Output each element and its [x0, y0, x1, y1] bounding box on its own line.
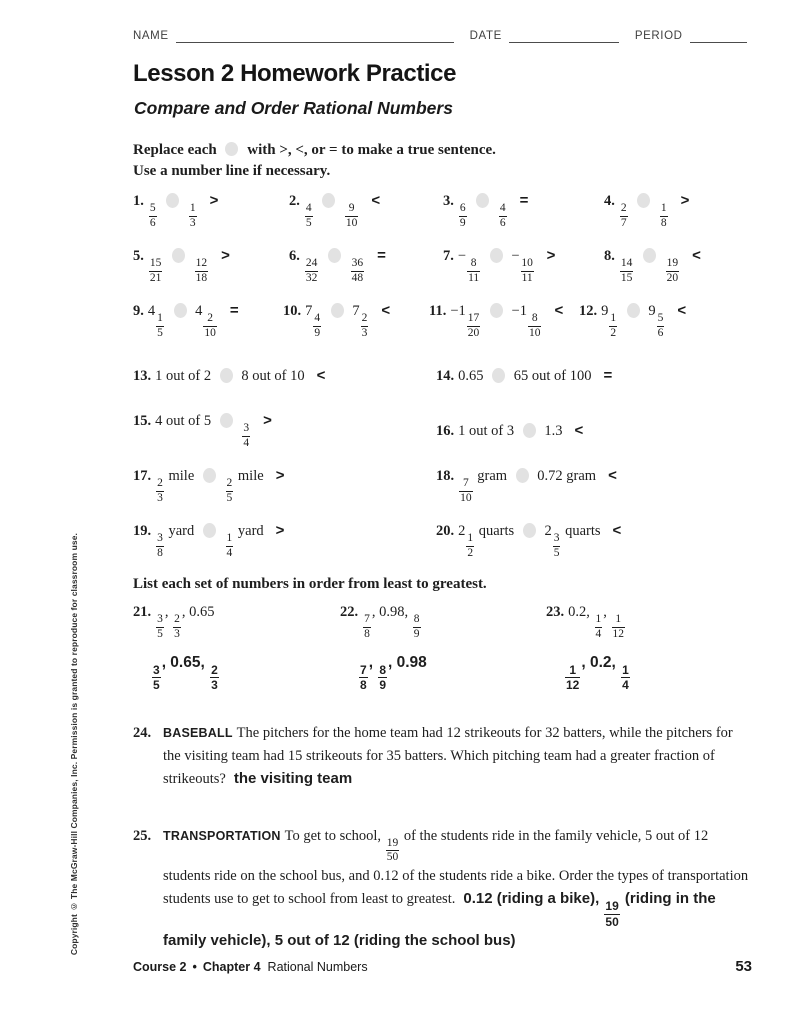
fraction: $\frac{2}{7}$	[620, 201, 627, 229]
answer-symbol: <	[608, 466, 617, 484]
problem-number: 19.	[133, 522, 152, 539]
instruction-line-2: Use a number line if necessary.	[133, 163, 331, 179]
answer-symbol: >	[275, 466, 285, 484]
footer-separator: •	[192, 960, 197, 974]
answer-circle	[492, 368, 505, 383]
problem-15	[133, 412, 436, 450]
problem-number: 21.	[133, 604, 152, 620]
fraction: $\frac{9}{10}$	[345, 201, 358, 229]
answer-symbol: <	[371, 191, 381, 209]
page-number: 53	[735, 958, 752, 975]
problem-number: 24.	[133, 725, 152, 742]
fraction: $\frac{24}{32}$	[305, 256, 318, 284]
answer-text: the visiting team	[233, 770, 353, 788]
problem-expression	[619, 248, 680, 284]
problem-expression: 0.65 65 out of 100	[458, 368, 592, 384]
footer-book-title: Rational Numbers	[267, 960, 368, 974]
problem-5	[133, 247, 289, 285]
fraction: $\frac{1}{4}$	[226, 531, 233, 559]
answer-text: $\frac{1}{12}$ , 0.2, $\frac{1}{4}$	[566, 654, 629, 693]
answer-symbol: <	[554, 301, 564, 319]
compare-instructions	[133, 140, 750, 182]
problem-expression: 0.2, $\frac{1}{4}$ , $\frac{1}{12}$	[568, 604, 624, 640]
problem-expression: 4 $\frac{1}{5}$ 4 $\frac{2}{10}$	[147, 302, 216, 339]
problem-row	[133, 301, 750, 341]
answer-symbol: >	[209, 191, 219, 209]
answer-symbol: >	[546, 246, 556, 264]
problem-line	[340, 604, 546, 641]
name-blank-line	[176, 31, 454, 43]
problem-body	[163, 722, 750, 790]
fraction: $\frac{1}{5}$	[157, 311, 163, 339]
order-instruction: List each set of numbers in order from least to greatest.	[133, 576, 487, 592]
problem-text: The pitchers for the home team had 12 strikeouts for 32 batters, while the pitchers for the visiting team had 15 strikeouts for 35 batters. Which pitching team had a greater fraction of strikeouts?	[163, 725, 733, 788]
problem-number: 16.	[436, 423, 455, 439]
answer-circle	[523, 523, 536, 538]
problem-expression: 1 out of 3 1.3	[458, 423, 563, 439]
fraction: $\frac{3}{5}$	[153, 663, 160, 693]
problem-expression	[619, 193, 669, 229]
fraction: $\frac{17}{20}$	[467, 311, 480, 339]
problem-expression: 4 out of 5 $\frac{3}{4}$	[155, 412, 250, 449]
problem-22	[340, 604, 546, 692]
compare-problems	[133, 191, 750, 561]
fraction: $\frac{2}{3}$	[211, 663, 218, 693]
problem-expression: $\frac{7}{8}$ , 0.98, $\frac{8}{9}$	[364, 604, 420, 640]
answer-symbol: >	[263, 411, 272, 429]
fraction: $\frac{4}{9}$	[314, 311, 321, 339]
problem-21	[133, 604, 340, 692]
fraction: $\frac{19}{50}$	[386, 836, 399, 864]
footer-chapter: Chapter 4	[202, 960, 261, 974]
problem-number: 7.	[443, 247, 454, 264]
problem-number: 13.	[133, 368, 152, 384]
problem-row	[133, 356, 750, 396]
problem-expression: $\frac{7}{10}$ gram 0.72 gram	[460, 467, 597, 504]
fraction: $\frac{2}{5}$	[226, 476, 233, 504]
problem-2	[289, 192, 443, 230]
fraction: $\frac{8}{9}$	[413, 613, 420, 640]
problem-number: 10.	[283, 302, 302, 319]
problem-7	[443, 247, 604, 285]
answer-circle	[203, 468, 216, 483]
answer-circle	[203, 523, 216, 538]
date-label: DATE	[469, 30, 502, 42]
problem-number: 12.	[579, 302, 598, 319]
problem-16	[436, 422, 750, 440]
fraction: $\frac{5}{6}$	[657, 311, 664, 339]
answer-circle	[172, 248, 185, 263]
answer-circle	[523, 423, 536, 438]
answer-circle	[627, 303, 640, 318]
fraction: $\frac{7}{8}$	[364, 613, 370, 640]
fraction: $\frac{7}{8}$	[360, 663, 367, 693]
page-subtitle: Compare and Order Rational Numbers	[134, 98, 453, 118]
fraction: $\frac{4}{5}$	[305, 201, 312, 229]
page-content	[133, 30, 750, 986]
answer-circle	[516, 468, 529, 483]
fraction: $\frac{15}{21}$	[149, 256, 162, 284]
problem-row	[133, 246, 750, 286]
problem-23	[546, 604, 750, 692]
problem-number: 25.	[133, 827, 152, 844]
problem-expression: 7 $\frac{4}{9}$ 7 $\frac{2}{3}$	[305, 302, 368, 339]
problem-category-label: TRANSPORTATION	[163, 828, 281, 843]
problem-number: 14.	[436, 368, 455, 384]
problem-expression	[304, 248, 365, 284]
fraction: $\frac{1}{8}$	[660, 201, 667, 229]
problem-number: 17.	[133, 467, 152, 484]
name-date-period-row	[133, 30, 750, 43]
problem-category-label: BASEBALL	[163, 726, 233, 741]
fraction: $\frac{7}{10}$	[460, 476, 472, 504]
answer-text: 0.12 (riding a bike), $\frac{19}{50}$ (riding in the family vehicle), 5 out of 12 (riding the school bus)	[163, 890, 716, 949]
fraction: $\frac{10}{11}$	[521, 256, 533, 284]
page-title: Lesson 2 Homework Practice	[133, 60, 457, 87]
problem-number: 11.	[429, 302, 447, 319]
answer-symbol: >	[680, 191, 690, 209]
fraction: $\frac{1}{4}$	[595, 613, 602, 640]
problem-17	[133, 467, 436, 505]
problem-number: 1.	[133, 192, 144, 209]
answer-circle	[643, 248, 656, 263]
fraction: $\frac{2}{3}$	[361, 311, 368, 339]
problem-number: 8.	[604, 247, 615, 264]
fraction: $\frac{1}{2}$	[467, 531, 474, 559]
problem-6	[289, 247, 443, 285]
fraction: $\frac{19}{50}$	[605, 899, 619, 929]
problem-row	[133, 466, 750, 506]
fraction: $\frac{3}{4}$	[243, 421, 250, 449]
date-blank-line	[509, 31, 619, 43]
answer-circle	[490, 303, 503, 318]
fraction: $\frac{5}{6}$	[149, 201, 156, 229]
problem-4	[604, 192, 750, 230]
problem-19	[133, 522, 436, 560]
problem-expression: $\frac{3}{8}$ yard $\frac{1}{4}$ yard	[157, 522, 264, 559]
answer-text: $\frac{3}{5}$ , 0.65, $\frac{2}{3}$	[153, 654, 218, 693]
fraction: $\frac{3}{8}$	[157, 531, 163, 559]
fraction: $\frac{1}{3}$	[189, 201, 196, 229]
fraction: $\frac{19}{20}$	[666, 256, 679, 284]
problem-body	[163, 825, 750, 952]
answer-symbol: =	[603, 367, 613, 384]
problem-number: 9.	[133, 302, 144, 319]
answer-circle	[322, 193, 335, 208]
answer-symbol: <	[692, 246, 701, 264]
copyright-vertical-text: Copyright © The McGraw-Hill Companies, Inc. Permission is granted to reproduce for classroom use.	[69, 533, 79, 956]
problem-row	[133, 521, 750, 561]
answer-symbol: <	[316, 367, 326, 384]
answer-symbol: =	[519, 191, 529, 209]
answer-circle	[328, 248, 341, 263]
fraction: $\frac{2}{3}$	[157, 476, 163, 504]
problem-18	[436, 467, 750, 505]
problem-8	[604, 247, 750, 285]
fraction: $\frac{4}{6}$	[499, 201, 506, 229]
problem-25	[133, 825, 750, 952]
problem-line	[546, 604, 750, 641]
fraction: $\frac{14}{15}$	[620, 256, 633, 284]
problem-20	[436, 522, 750, 560]
fraction: $\frac{8}{11}$	[468, 256, 480, 284]
problem-expression	[304, 193, 360, 229]
answer-symbol: <	[677, 301, 687, 319]
answer-circle	[166, 193, 179, 208]
problem-number: 23.	[546, 604, 565, 620]
problem-number: 22.	[340, 604, 359, 620]
problem-text: To get to school, $\frac{19}{50}$ of the students ride in the family vehicle, 5 out of 12 students ride on the school bus, and 0.12 of the students ride a bike. Order the types of transportation students use to get to school from least to greatest.	[163, 827, 749, 908]
answer-symbol: <	[612, 521, 622, 539]
answer-circle	[331, 303, 344, 318]
problem-number: 20.	[436, 522, 455, 539]
fraction: $\frac{8}{9}$	[379, 663, 386, 693]
problem-1	[133, 192, 289, 230]
order-problems	[133, 604, 750, 692]
period-blank-line	[690, 31, 747, 43]
word-problems	[133, 722, 750, 952]
problem-number: 5.	[133, 247, 144, 264]
problem-expression: −1 $\frac{17}{20}$ −1 $\frac{8}{10}$	[450, 302, 541, 339]
problem-expression: 2 $\frac{1}{2}$ quarts 2 $\frac{3}{5}$ quarts	[458, 522, 601, 559]
problem-expression: 9 $\frac{1}{2}$ 9 $\frac{5}{6}$	[601, 302, 664, 339]
name-label: NAME	[133, 30, 169, 42]
problem-number: 6.	[289, 247, 300, 264]
fraction: $\frac{8}{10}$	[528, 311, 541, 339]
problem-expression	[148, 193, 198, 229]
problem-number: 2.	[289, 192, 300, 209]
problem-row	[133, 191, 750, 231]
problem-9	[133, 302, 283, 340]
answer-circle	[637, 193, 650, 208]
fraction: $\frac{1}{2}$	[610, 311, 617, 339]
problem-number: 4.	[604, 192, 615, 209]
problem-expression: $\frac{3}{5}$ , $\frac{2}{3}$ , 0.65	[157, 604, 215, 640]
fraction: $\frac{36}{48}$	[351, 256, 364, 284]
problem-row	[133, 411, 750, 451]
problem-14	[436, 367, 750, 385]
instruction-line-1: Replace each with >, <, or = to make a true sentence.	[133, 142, 496, 158]
answer-symbol: <	[574, 422, 584, 439]
answer-symbol: =	[377, 246, 386, 264]
problem-number: 3.	[443, 192, 454, 209]
fraction: $\frac{1}{4}$	[622, 663, 629, 693]
problem-11	[429, 302, 579, 340]
fraction: $\frac{2}{10}$	[204, 311, 216, 339]
problem-expression: 1 out of 2 8 out of 10	[155, 368, 305, 384]
answer-symbol: >	[275, 521, 285, 539]
problem-12	[579, 302, 750, 340]
problem-expression: − $\frac{8}{11}$ − $\frac{10}{11}$	[457, 247, 533, 284]
fraction: $\frac{1}{12}$	[612, 613, 624, 640]
fraction: $\frac{3}{5}$	[553, 531, 560, 559]
fraction: $\frac{1}{12}$	[566, 663, 580, 693]
answer-circle	[476, 193, 489, 208]
answer-circle	[220, 413, 233, 428]
problem-13	[133, 367, 436, 385]
problem-expression	[148, 248, 209, 284]
problem-24	[133, 722, 750, 790]
footer	[133, 958, 752, 975]
answer-circle	[220, 368, 233, 383]
fraction: $\frac{6}{9}$	[459, 201, 466, 229]
answer-symbol: =	[229, 301, 239, 319]
answer-text: $\frac{7}{8}$ , $\frac{8}{9}$ , 0.98	[360, 654, 427, 693]
answer-symbol: <	[381, 301, 391, 319]
answer-circle	[225, 142, 238, 156]
problem-number: 18.	[436, 467, 455, 484]
problem-3	[443, 192, 604, 230]
answer-symbol: >	[221, 246, 230, 264]
problem-number: 15.	[133, 412, 152, 429]
problem-10	[283, 302, 429, 340]
problem-line	[133, 604, 340, 641]
fraction: $\frac{2}{3}$	[174, 613, 180, 640]
footer-course: Course 2	[133, 960, 187, 974]
answer-circle	[490, 248, 503, 263]
problem-expression: $\frac{2}{3}$ mile $\frac{2}{5}$ mile	[157, 467, 264, 504]
fraction: $\frac{12}{18}$	[195, 256, 208, 284]
fraction: $\frac{3}{5}$	[157, 613, 163, 640]
answer-circle	[174, 303, 187, 318]
problem-expression	[458, 193, 508, 229]
period-label: PERIOD	[634, 30, 683, 42]
